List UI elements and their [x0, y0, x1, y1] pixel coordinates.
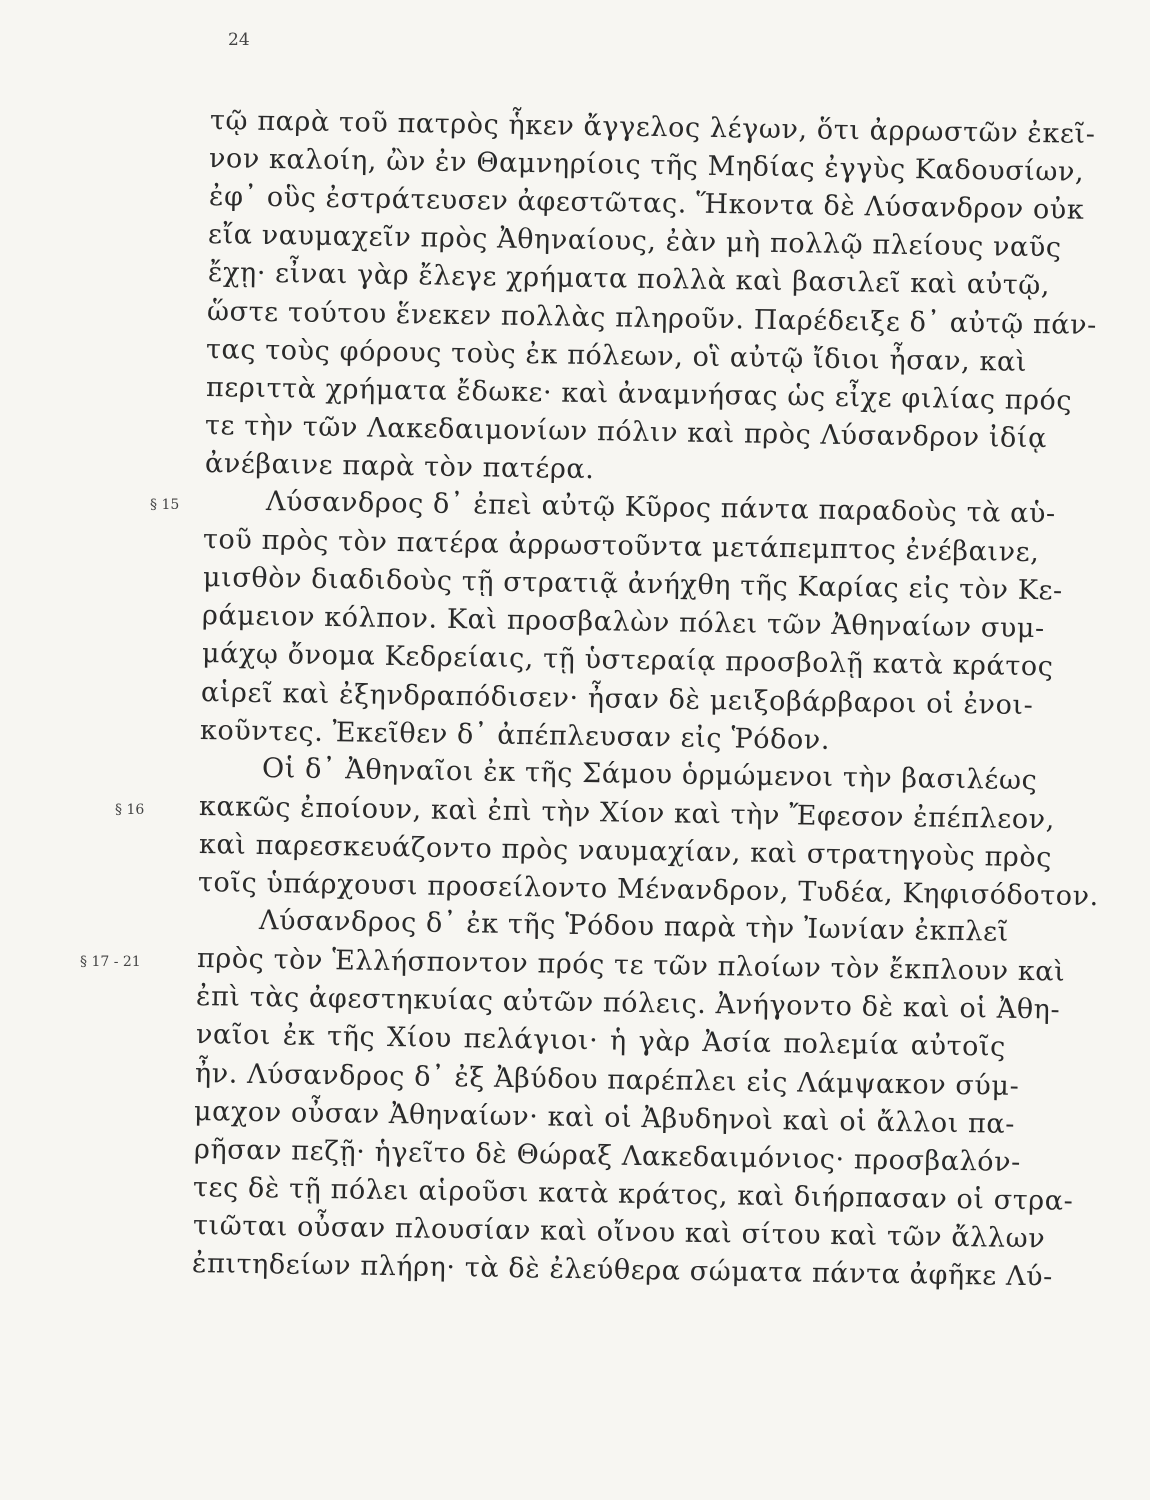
section-marker: § 16 [115, 801, 145, 818]
text-line: Οἱ δ᾽ Ἀθηναῖοι ἐκ τῆς Σάμου ὁρμώμενοι τὴν βασιλέως [261, 752, 1038, 796]
text-line: νον καλοίη, ὢν ἐν Θαμνηρίοις τῆς Μηδίας ἐγγὺς Καδουσίων, [208, 143, 1085, 188]
text-line: ὥστε τούτου ἕνεκεν πολλὰς πληροῦν. Παρέδειξε δ᾽ αὐτῷ πάν- [206, 295, 1098, 341]
text-line: ἐφ᾽ οὓς ἐστράτευσεν ἀφεστῶτας. Ἥκοντα δὲ Λύσανδρον οὐκ [208, 181, 1085, 226]
text-line: τε τὴν τῶν Λακεδαιμονίων πόλιν καὶ πρὸς Λύσανδρον ἰδίᾳ [204, 409, 1048, 455]
text-line: ἐπιτηδείων πλήρη· τὰ δὲ ἐλεύθερα σώματα πάντα ἀφῆκε Λύ- [191, 1248, 1054, 1293]
text-line: ράμειον κόλπον. Καὶ προσβαλὼν πόλει τῶν Ἀθηναίων συμ- [201, 600, 1046, 645]
text-line: ρῆσαν πεζῇ· ἡγεῖτο δὲ Θώραξ Λακεδαιμόνιος· προσβαλόν- [193, 1133, 1022, 1178]
text-line: κοῦντες. Ἐκεῖθεν δ᾽ ἀπέπλευσαν εἰς Ῥόδον. [199, 714, 831, 756]
text-line: ἦν. Λύσανδρος δ᾽ ἐξ Ἀβύδου παρέπλει εἰς Λάμψακον σύμ- [194, 1057, 1020, 1102]
text-line: καὶ παρεσκευάζοντο πρὸς ναυμαχίαν, καὶ στρατηγοὺς πρὸς [198, 828, 1053, 874]
text-line: κακῶς ἐποίουν, καὶ ἐπὶ τὴν Χίον καὶ τὴν Ἔφεσον ἐπέπλεον, [198, 790, 1056, 836]
text-line: αἱρεῖ καὶ ἐξηνδραπόδισεν· ἦσαν δὲ μειξοβάρβαροι οἱ ἐνοι- [200, 676, 1034, 721]
text-line: πρὸς τὸν Ἑλλήσποντον πρός τε τῶν πλοίων τὸν ἔκπλουν καὶ [196, 943, 1066, 988]
text-line: τῷ παρὰ τοῦ πατρὸς ἧκεν ἄγγελος λέγων, ὅτι ἀρρωστῶν ἐκεῖ- [209, 105, 1096, 150]
section-marker: § 15 [150, 497, 180, 513]
text-line: εἴα ναυμαχεῖν πρὸς Ἀθηναίους, ἐὰν μὴ πολλῷ πλείους ναῦς [207, 219, 1062, 264]
text-line: ναῖοι ἐκ τῆς Χίου πελάγιοι· ἡ γὰρ Ἀσία πολεμία αὐτοῖς [195, 1019, 1007, 1064]
section-marker: § 17 - 21 [80, 954, 141, 971]
text-line: τοῦ πρὸς τὸν πατέρα ἀρρωστοῦντα μετάπεμπτος ἐνέβαινε, [202, 524, 1040, 569]
text-line: μάχῳ ὄνομα Κεδρείαις, τῇ ὑστεραίᾳ προσβολῇ κατὰ κράτος [201, 638, 1054, 683]
text-line: τες δὲ τῇ πόλει αἱροῦσι κατὰ κράτος, καὶ διήρπασαν οἱ στρα- [192, 1171, 1074, 1217]
text-line: Λύσανδρος δ᾽ ἐπεὶ αὐτῷ Κῦρος πάντα παραδοὺς τὰ αὑ- [265, 486, 1056, 530]
text-line: περιττὰ χρήματα ἔδωκε· καὶ ἀναμνήσας ὡς εἶχε φιλίας πρός [205, 371, 1073, 417]
text-line: μισθὸν διαδιδοὺς τῇ στρατιᾷ ἀνήχθη τῆς Καρίας εἰς τὸν Κε- [202, 562, 1064, 607]
text-line: ἐπὶ τὰς ἀφεστηκυίας αὐτῶν πόλεις. Ἀνήγοντο δὲ καὶ οἱ Ἀθη- [195, 981, 1061, 1026]
text-line: τοῖς ὑπάρχουσι προσείλοντο Μένανδρον, Τυδέα, Κηφισόδοτον. [197, 867, 1100, 913]
text-line: ἔχῃ· εἶναι γὰρ ἔλεγε χρήματα πολλὰ καὶ βασιλεῖ καὶ αὐτῷ, [207, 257, 1051, 302]
text-line: ἀνέβαινε παρὰ τὸν πατέρα. [204, 447, 595, 486]
page-number: 24 [228, 30, 250, 50]
text-line: τιῶται οὖσαν πλουσίαν καὶ οἴνου καὶ σίτου καὶ τῶν ἄλλων [192, 1209, 1046, 1255]
text-line: Λύσανδρος δ᾽ ἐκ τῆς Ῥόδου παρὰ τὴν Ἰωνίαν ἐκπλεῖ [258, 905, 1010, 948]
text-line: τας τοὺς φόρους τοὺς ἐκ πόλεων, οἳ αὐτῷ ἴδιοι ἦσαν, καὶ [205, 333, 1028, 378]
text-line: μαχον οὖσαν Ἀθηναίων· καὶ οἱ Ἀβυδηνοὶ καὶ οἱ ἄλλοι πα- [193, 1095, 1016, 1140]
